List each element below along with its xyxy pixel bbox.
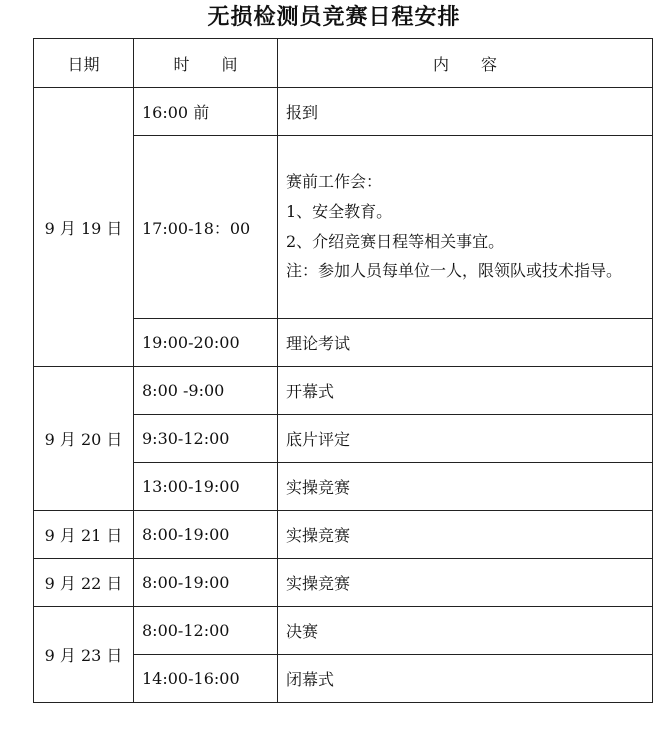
- schedule-table: [33, 38, 653, 703]
- time-cell: 13:00-19:00: [134, 463, 278, 511]
- content-line: 2、介绍竞赛日程等相关事宜。: [286, 232, 505, 251]
- content-cell: 开幕式: [278, 367, 653, 415]
- content-cell: 理论考试: [278, 319, 653, 367]
- time-cell: 8:00 -9:00: [134, 367, 278, 415]
- time-cell: 17:00-18：00: [134, 136, 278, 319]
- table-row: [34, 367, 653, 415]
- content-cell: 决赛: [278, 607, 653, 655]
- table-row: [34, 88, 653, 136]
- content-cell: [278, 136, 653, 319]
- content-line: 赛前工作会：: [286, 172, 383, 191]
- time-cell: 8:00-19:00: [134, 559, 278, 607]
- header-date: 日期: [34, 39, 134, 88]
- time-cell: 16:00 前: [134, 88, 278, 136]
- page-title: 无损检测员竞赛日程安排: [207, 5, 461, 30]
- content-cell: 底片评定: [278, 415, 653, 463]
- table-row: [34, 559, 653, 607]
- content-cell: 闭幕式: [278, 655, 653, 703]
- header-row: [34, 39, 653, 88]
- header-content: 内 容: [278, 39, 653, 88]
- date-cell: 9 月 20 日: [34, 367, 134, 511]
- table-body: [34, 88, 653, 703]
- content-cell: 实操竞赛: [278, 559, 653, 607]
- time-cell: 14:00-16:00: [134, 655, 278, 703]
- content-cell: 实操竞赛: [278, 463, 653, 511]
- content-cell: 实操竞赛: [278, 511, 653, 559]
- content-line: 1、安全教育。: [286, 202, 393, 221]
- content-note: 注：参加人员每单位一人，限领队或技术指导。: [286, 261, 623, 280]
- time-cell: 9:30-12:00: [134, 415, 278, 463]
- date-cell: 9 月 21 日: [34, 511, 134, 559]
- header-time: 时 间: [134, 39, 278, 88]
- time-cell: 19:00-20:00: [134, 319, 278, 367]
- date-cell: 9 月 23 日: [34, 607, 134, 703]
- content-cell: 报到: [278, 88, 653, 136]
- table-row: [34, 607, 653, 655]
- date-cell: 9 月 19 日: [34, 88, 134, 367]
- time-cell: 8:00-12:00: [134, 607, 278, 655]
- date-cell: 9 月 22 日: [34, 559, 134, 607]
- time-cell: 8:00-19:00: [134, 511, 278, 559]
- table-row: [34, 511, 653, 559]
- table-header: [34, 39, 653, 88]
